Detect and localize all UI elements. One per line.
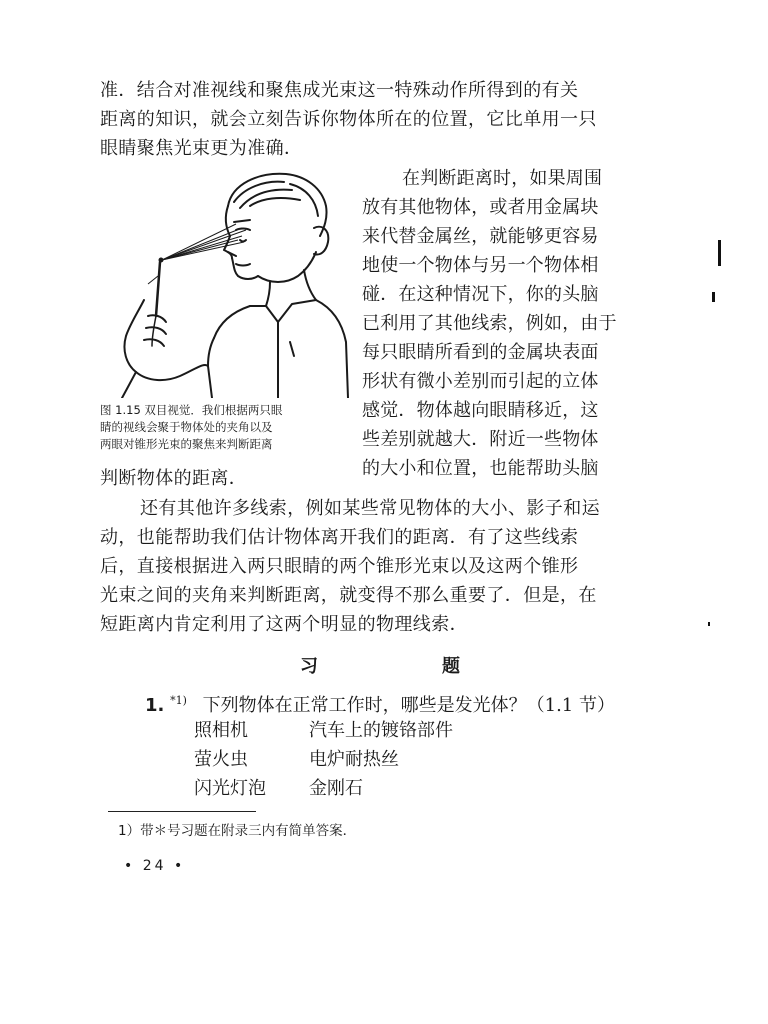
man-with-wire-illustration [100,166,350,398]
item-row [194,745,453,774]
question-items [194,716,453,803]
exercises-heading [300,652,460,678]
item-left: 照相机 [194,720,248,741]
item-right: 电炉耐热丝 [309,749,399,770]
right-column-line-7: 每只眼睛所看到的金属块表面 [362,342,599,363]
exercises-heading-left: 习 [300,656,318,677]
right-column-line-11: 的大小和位置，也能帮助头脑 [362,458,599,479]
right-column-line-3: 来代替金属丝，就能够更容易 [362,226,599,247]
right-column-line-4: 地使一个物体与另一个物体相 [362,255,599,276]
item-left: 闪光灯泡 [194,778,266,799]
caption-line-1: 图 1.15 双目视觉．我们根据两只眼 [100,403,283,417]
caption-line-3: 两眼对锥形光束的聚焦来判断距离 [100,437,273,451]
scan-speck [718,240,721,266]
binocular-vision-figure [100,166,350,398]
caption-line-2: 睛的视线会聚于物体处的夹角以及 [100,420,273,434]
question-footnote-marker: *1) [170,694,187,707]
right-column-line-8: 形状有微小差别而引起的立体 [362,371,599,392]
right-column-line-9: 感觉．物体越向眼睛移近，这 [362,400,599,421]
item-right: 汽车上的镀铬部件 [309,720,453,741]
right-column-line-1: 在判断距离时，如果周围 [402,168,603,189]
item-right: 金刚石 [309,778,363,799]
footnote-divider [108,811,256,812]
paragraph-2-line-5: 短距离内肯定利用了这两个明显的物理线索． [100,614,468,635]
figure-caption [100,402,350,453]
body-line-1: 准．结合对准视线和聚焦成光束这一特殊动作所得到的有关 [100,80,579,101]
scan-speck [708,622,710,626]
paragraph-2-line-4: 光束之间的夹角来判断距离，就变得不那么重要了．但是，在 [100,585,597,606]
item-row [194,716,453,745]
exercises-heading-right: 题 [442,656,460,677]
paragraph-2-line-2: 动，也能帮助我们估计物体离开我们的距离．有了这些线索 [100,527,579,548]
page-number: • 24 • [124,858,186,874]
right-column-line-10: 些差别就越大．附近一些物体 [362,429,599,450]
paragraph-2-line-1: 还有其他许多线索，例如某些常见物体的大小、影子和运 [140,498,600,519]
paragraph-2-line-3: 后，直接根据进入两只眼睛的两个锥形光束以及这两个锥形 [100,556,579,577]
right-column-line-2: 放有其他物体，或者用金属块 [362,197,599,218]
question-number: 1. [145,695,165,716]
item-left: 萤火虫 [194,749,248,770]
question-text: 下列物体在正常工作时，哪些是发光体？（1.1 节） [202,695,615,716]
footnote: 1）带＊号习题在附录三内有简单答案． [118,823,357,839]
item-row [194,774,453,803]
scan-speck [712,292,715,302]
body-line-2: 距离的知识，就会立刻告诉你物体所在的位置，它比单用一只 [100,109,597,130]
exercise-question-1 [145,686,615,720]
continuation-line: 判断物体的距离． [100,468,248,489]
body-line-3: 眼睛聚焦光束更为准确． [100,138,303,159]
right-column-line-6: 已利用了其他线索，例如，由于 [362,313,617,334]
right-column-line-5: 碰．在这种情况下，你的头脑 [362,284,599,305]
